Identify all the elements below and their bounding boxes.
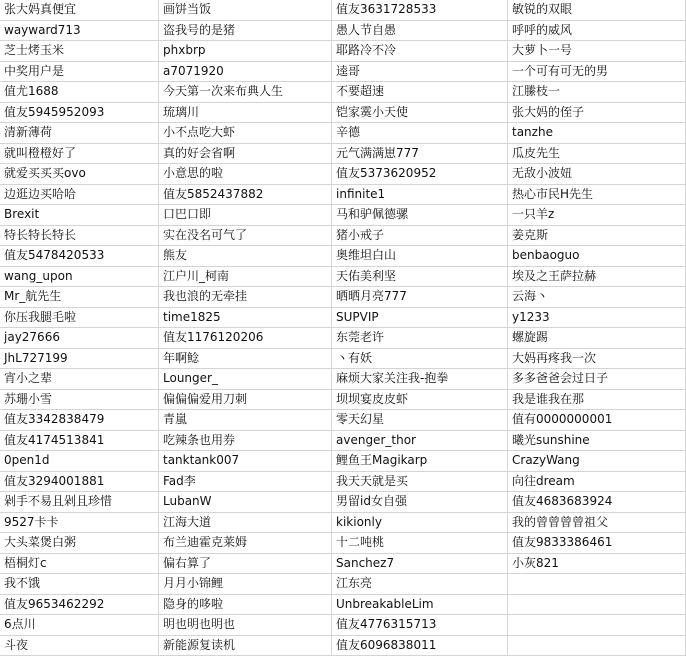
table-cell[interactable]: 值友4776315713	[332, 615, 508, 636]
table-cell[interactable]: 江东亮	[332, 574, 508, 595]
table-cell[interactable]	[508, 615, 686, 636]
table-cell[interactable]: UnbreakableLim	[332, 594, 508, 615]
table-cell[interactable]: 值友4174513841	[0, 430, 159, 451]
table-row	[0, 410, 686, 431]
table-cell[interactable]: 鲤鱼王Magikarp	[332, 451, 508, 472]
table-cell[interactable]: 铠家霙小天使	[332, 102, 508, 123]
table-cell[interactable]: 月月小锦鲤	[159, 574, 332, 595]
table-cell[interactable]: 值友1176120206	[159, 328, 332, 349]
table-cell[interactable]: 值友5478420533	[0, 246, 159, 267]
table-cell[interactable]: 无敌小波妞	[508, 164, 686, 185]
table-cell[interactable]: 男留id女自强	[332, 492, 508, 513]
table-cell[interactable]: y1233	[508, 307, 686, 328]
table-row	[0, 594, 686, 615]
table-cell[interactable]: 盗我号的是猪	[159, 20, 332, 41]
table-cell[interactable]: avenger_thor	[332, 430, 508, 451]
table-cell[interactable]: 明也明也明也	[159, 615, 332, 636]
table-cell[interactable]: 奥维坦白山	[332, 246, 508, 267]
table-cell[interactable]: 布兰迪霍克莱姆	[159, 533, 332, 554]
table-row	[0, 307, 686, 328]
table-row	[0, 184, 686, 205]
table-cell[interactable]: 就叫橙橙好了	[0, 143, 159, 164]
table-cell[interactable]: 零天幻星	[332, 410, 508, 431]
table-cell[interactable]: 不要超速	[332, 82, 508, 103]
table-cell[interactable]: 值友3631728533	[332, 0, 508, 20]
table-cell[interactable]: 曦光sunshine	[508, 430, 686, 451]
table-cell[interactable]: 隐身的哆啦	[159, 594, 332, 615]
table-cell[interactable]: wang_upon	[0, 266, 159, 287]
table-cell[interactable]: 值友4683683924	[508, 492, 686, 513]
table-row	[0, 369, 686, 390]
table-cell[interactable]: 值友9653462292	[0, 594, 159, 615]
table-cell[interactable]: 大萝卜一号	[508, 41, 686, 62]
table-cell[interactable]: 大妈再疼我一次	[508, 348, 686, 369]
table-row	[0, 574, 686, 595]
table-cell[interactable]: 一个可有可无的男	[508, 61, 686, 82]
table-cell[interactable]: 青嵐	[159, 410, 332, 431]
table-cell[interactable]: 9527卡卡	[0, 512, 159, 533]
table-row	[0, 266, 686, 287]
table-cell[interactable]: 元气满满崽777	[332, 143, 508, 164]
table-row	[0, 164, 686, 185]
table-row	[0, 287, 686, 308]
table-cell[interactable]: Fad李	[159, 471, 332, 492]
table-cell[interactable]: Lounger_	[159, 369, 332, 390]
table-cell[interactable]: 一只羊z	[508, 205, 686, 226]
table-cell[interactable]: 剁手不易且剁且珍惜	[0, 492, 159, 513]
table-cell[interactable]: 逵哥	[332, 61, 508, 82]
table-cell[interactable]: 斗夜	[0, 635, 159, 656]
table-row	[0, 430, 686, 451]
table-row	[0, 512, 686, 533]
table-cell[interactable]: 张大妈真便宜	[0, 0, 159, 20]
table-cell[interactable]: 我是谁我在那	[508, 389, 686, 410]
table-cell[interactable]: 多多爸爸会过日子	[508, 369, 686, 390]
table-cell[interactable]: 云海丶	[508, 287, 686, 308]
table-cell[interactable]: 特长特长特长	[0, 225, 159, 246]
table-cell[interactable]: Sanchez7	[332, 553, 508, 574]
table-cell[interactable]: 口巴口即	[159, 205, 332, 226]
table-row	[0, 389, 686, 410]
table-cell[interactable]: 坝坝宴皮皮虾	[332, 389, 508, 410]
table-row	[0, 20, 686, 41]
table-row	[0, 328, 686, 349]
table-cell[interactable]: 值友3294001881	[0, 471, 159, 492]
table-cell[interactable]: 天佑美利坚	[332, 266, 508, 287]
table-cell[interactable]: 江户川_柯南	[159, 266, 332, 287]
table-cell[interactable]: 边逛边买哈哈	[0, 184, 159, 205]
table-cell[interactable]: 新能源复读机	[159, 635, 332, 656]
table-cell[interactable]: 0pen1d	[0, 451, 159, 472]
table-cell[interactable]	[508, 574, 686, 595]
table-row	[0, 553, 686, 574]
table-row	[0, 225, 686, 246]
table-cell[interactable]: 辛德	[332, 123, 508, 144]
table-cell[interactable]: 宵小之辈	[0, 369, 159, 390]
table-cell[interactable]: Mr_航先生	[0, 287, 159, 308]
table-cell[interactable]: kikionly	[332, 512, 508, 533]
table-row	[0, 143, 686, 164]
table-cell[interactable]: 螺旋踢	[508, 328, 686, 349]
table-row	[0, 615, 686, 636]
table-cell[interactable]: time1825	[159, 307, 332, 328]
table-cell[interactable]: 值友5852437882	[159, 184, 332, 205]
table-cell[interactable]: 今天第一次来布典人生	[159, 82, 332, 103]
table-cell[interactable]: tanzhe	[508, 123, 686, 144]
table-cell[interactable]: 梧桐灯c	[0, 553, 159, 574]
table-row	[0, 102, 686, 123]
table-cell[interactable]: 吃辣条也用券	[159, 430, 332, 451]
table-row	[0, 123, 686, 144]
table-cell[interactable]: 值尤1688	[0, 82, 159, 103]
table-cell[interactable]: 值有0000000001	[508, 410, 686, 431]
table-cell[interactable]: phxbrp	[159, 41, 332, 62]
table-cell[interactable]: 值友3342838479	[0, 410, 159, 431]
table-cell[interactable]: 大头菜煲白粥	[0, 533, 159, 554]
table-cell[interactable]: 年啊鲶	[159, 348, 332, 369]
table-cell[interactable]: CrazyWang	[508, 451, 686, 472]
table-cell[interactable]: 麻烦大家关注我-抱拳	[332, 369, 508, 390]
table-cell[interactable]: 中奖用户是	[0, 61, 159, 82]
table-row	[0, 492, 686, 513]
table-cell[interactable]: 小不点吃大虾	[159, 123, 332, 144]
table-cell[interactable]: 晒晒月亮777	[332, 287, 508, 308]
table-cell[interactable]: 芝士烤玉米	[0, 41, 159, 62]
table-cell[interactable]: 我天天就是买	[332, 471, 508, 492]
table-row	[0, 533, 686, 554]
table-cell[interactable]: 你压我腿毛啦	[0, 307, 159, 328]
table-cell[interactable]: 就爱买买买ovo	[0, 164, 159, 185]
table-cell[interactable]: LubanW	[159, 492, 332, 513]
table-cell[interactable]: 真的好会省啊	[159, 143, 332, 164]
table-cell[interactable]: 我的曾曾曾曾祖父	[508, 512, 686, 533]
table-cell[interactable]: 江縢枝一	[508, 82, 686, 103]
table-cell[interactable]: SUPVIP	[332, 307, 508, 328]
table-cell[interactable]: 值友6096838011	[332, 635, 508, 656]
table-cell[interactable]: 偏右算了	[159, 553, 332, 574]
table-cell[interactable]: 耶路冷不冷	[332, 41, 508, 62]
table-cell[interactable]: 值友5945952093	[0, 102, 159, 123]
table-cell[interactable]: 热心市民H先生	[508, 184, 686, 205]
table-cell[interactable]	[508, 594, 686, 615]
table-row	[0, 471, 686, 492]
table-cell[interactable]: 猪小戒子	[332, 225, 508, 246]
table-cell[interactable]: JhL727199	[0, 348, 159, 369]
table-cell[interactable]: 苏珊小雪	[0, 389, 159, 410]
table-cell[interactable]: jay27666	[0, 328, 159, 349]
table-cell[interactable]: 值友5373620952	[332, 164, 508, 185]
table-cell[interactable]: 江海大道	[159, 512, 332, 533]
table-cell[interactable]: 十二吨桃	[332, 533, 508, 554]
table-row	[0, 246, 686, 267]
table-cell[interactable]: 画饼当饭	[159, 0, 332, 20]
table-cell[interactable]	[508, 635, 686, 656]
table-cell[interactable]: 熊友	[159, 246, 332, 267]
table-cell[interactable]: wayward713	[0, 20, 159, 41]
table-cell[interactable]: tanktank007	[159, 451, 332, 472]
table-cell[interactable]: 姜克斯	[508, 225, 686, 246]
table-row	[0, 41, 686, 62]
table-cell[interactable]: 张大妈的侄子	[508, 102, 686, 123]
table-cell[interactable]: 向往dream	[508, 471, 686, 492]
table-cell[interactable]: 6点川	[0, 615, 159, 636]
table-row	[0, 82, 686, 103]
table-row	[0, 451, 686, 472]
table-cell[interactable]: 敏锐的双眼	[508, 0, 686, 20]
table-cell[interactable]: 我不饿	[0, 574, 159, 595]
table-cell[interactable]: 值友9833386461	[508, 533, 686, 554]
table-cell[interactable]: 埃及之王萨拉赫	[508, 266, 686, 287]
table-cell[interactable]: Brexit	[0, 205, 159, 226]
table-row	[0, 635, 686, 656]
table-cell[interactable]: 丶有妖	[332, 348, 508, 369]
table-cell[interactable]: 小灰821	[508, 553, 686, 574]
table-cell[interactable]: 马和驴佩德骡	[332, 205, 508, 226]
table-cell[interactable]: 我也浪的无牵挂	[159, 287, 332, 308]
table-row	[0, 0, 686, 20]
table-cell[interactable]: 东莞老许	[332, 328, 508, 349]
table-cell[interactable]: 呼呼的威风	[508, 20, 686, 41]
table-row	[0, 205, 686, 226]
table-row	[0, 348, 686, 369]
table-cell[interactable]: 瓜皮先生	[508, 143, 686, 164]
table-cell[interactable]: 实在没名可气了	[159, 225, 332, 246]
table-cell[interactable]: 偏偏偏爱用刀刺	[159, 389, 332, 410]
table-cell[interactable]: 愚人节自愚	[332, 20, 508, 41]
table-cell[interactable]: infinite1	[332, 184, 508, 205]
table-cell[interactable]: 清新薄荷	[0, 123, 159, 144]
table-cell[interactable]: benbaoguo	[508, 246, 686, 267]
table-cell[interactable]: 小意思的啦	[159, 164, 332, 185]
table-row	[0, 61, 686, 82]
table-cell[interactable]: a7071920	[159, 61, 332, 82]
table-cell[interactable]: 琉璃川	[159, 102, 332, 123]
